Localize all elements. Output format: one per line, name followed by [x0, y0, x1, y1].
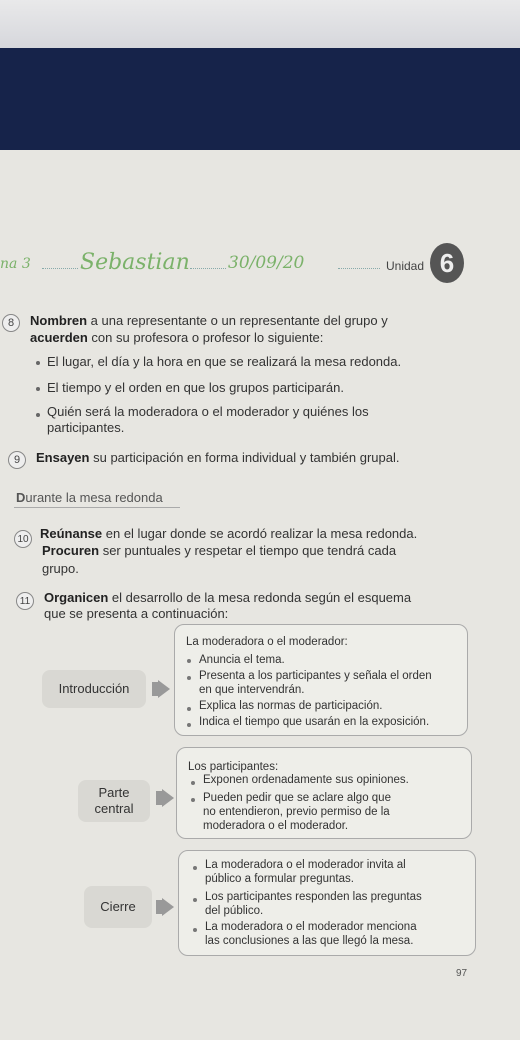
unit-label: Unidad: [386, 259, 425, 273]
dotted-line: [42, 268, 78, 269]
text: con su profesora o profesor lo siguiente:: [87, 330, 324, 345]
text: ser puntuales y respetar el tiempo que tendrá cada: [99, 543, 397, 558]
item-11-line-2: que se presenta a continuación:: [44, 606, 229, 621]
text: a una representante o un representante del grupo y: [87, 313, 388, 328]
bullet: [193, 928, 197, 932]
text: el desarrollo de la mesa redonda según el esquema: [108, 590, 412, 605]
unit-number-badge: [430, 243, 464, 283]
card-bullet: La moderadora o el moderador invita al: [205, 859, 406, 871]
item-11-line-1: [44, 590, 411, 606]
card-bullet: Explica las normas de participación.: [199, 700, 383, 712]
card-bullet: Presenta a los participantes y señala el orden: [199, 670, 432, 682]
item-8-line-1: [30, 313, 388, 329]
heading-initial: D: [16, 490, 26, 505]
bullet-text: El lugar, el día y la hora en que se realizará la mesa redonda.: [47, 354, 402, 369]
card-heading: La moderadora o el moderador:: [186, 636, 348, 648]
card-bullet: Los participantes responden las preguntas: [205, 891, 422, 903]
card-bullet-cont: público a formular preguntas.: [205, 873, 354, 885]
bullet: [191, 781, 195, 785]
item-number: 8: [2, 314, 20, 332]
bullet: [187, 723, 191, 727]
arrow-right-icon: [158, 680, 170, 698]
verb: Ensayen: [36, 450, 90, 465]
arrow-right-icon: [162, 789, 174, 807]
card-bullet: La moderadora o el moderador menciona: [205, 921, 417, 933]
card-bullet-cont: en que intervendrán.: [199, 684, 305, 696]
page-number: 97: [456, 968, 468, 979]
label-text: Cierre: [100, 899, 136, 914]
section-heading: [16, 490, 163, 505]
text: su participación en forma individual y también grupal.: [89, 450, 400, 465]
item-8-line-2: [30, 330, 323, 346]
card-bullet: Anuncia el tema.: [199, 654, 285, 666]
label-text: Parte: [98, 785, 130, 800]
bullet-text: El tiempo y el orden en que los grupos participarán.: [47, 380, 345, 395]
verb: Reúnanse: [40, 526, 103, 541]
bullet: [193, 898, 197, 902]
item-number: 10: [14, 530, 32, 548]
card-bullet: Indica el tiempo que usarán en la exposición.: [199, 716, 430, 728]
dotted-line: [338, 268, 380, 269]
label-text: central: [94, 801, 134, 816]
handwritten-name: Sebastian: [80, 250, 190, 275]
text: en el lugar donde se acordó realizar la mesa redonda.: [102, 526, 418, 541]
schema-label-cierre: [84, 886, 152, 928]
bullet: [36, 361, 40, 365]
bullet: [187, 676, 191, 680]
card-bullet-cont: del público.: [205, 905, 264, 917]
bullet: [187, 707, 191, 711]
verb: acuerden: [30, 330, 88, 345]
arrow-right-icon: [162, 898, 174, 916]
item-10-line-2: [42, 543, 396, 559]
verb: Nombren: [30, 313, 88, 328]
label-text: Introducción: [58, 681, 130, 696]
bullet: [193, 866, 197, 870]
card-bullet-cont: moderadora o el moderador.: [203, 820, 349, 832]
schema-label-introduccion: [42, 670, 146, 708]
bullet: [191, 798, 195, 802]
bullet: [187, 659, 191, 663]
bullet: [36, 387, 40, 391]
card-bullet: Pueden pedir que se aclare algo que: [203, 792, 391, 804]
verb: Procuren: [42, 543, 100, 558]
dotted-line: [190, 268, 226, 269]
card-heading: Los participantes:: [188, 761, 279, 773]
item-10-line-3: grupo.: [42, 561, 79, 576]
card-bullet: Exponen ordenadamente sus opiniones.: [203, 774, 409, 786]
section-underline: [14, 507, 180, 508]
heading-text: urante la mesa redonda: [25, 490, 163, 505]
verb: Organicen: [44, 590, 109, 605]
handwritten-group: na 3: [0, 256, 31, 272]
item-number: 11: [16, 592, 34, 610]
card-bullet-cont: no entendieron, previo permiso de la: [203, 806, 390, 818]
unit-number: 6: [439, 247, 455, 278]
schema-label-parte-central: [78, 780, 150, 822]
item-9-text: [36, 450, 400, 466]
background-top: [0, 0, 520, 48]
card-bullet-cont: las conclusiones a las que llegó la mesa.: [205, 935, 414, 947]
item-10-line-1: [40, 526, 417, 542]
bullet-text: Quién será la moderadora o el moderador y quiénes los: [47, 404, 369, 419]
bullet-text: participantes.: [47, 420, 125, 435]
item-number: 9: [8, 451, 26, 469]
bullet: [36, 413, 40, 417]
handwritten-date: 30/09/20: [228, 253, 305, 273]
